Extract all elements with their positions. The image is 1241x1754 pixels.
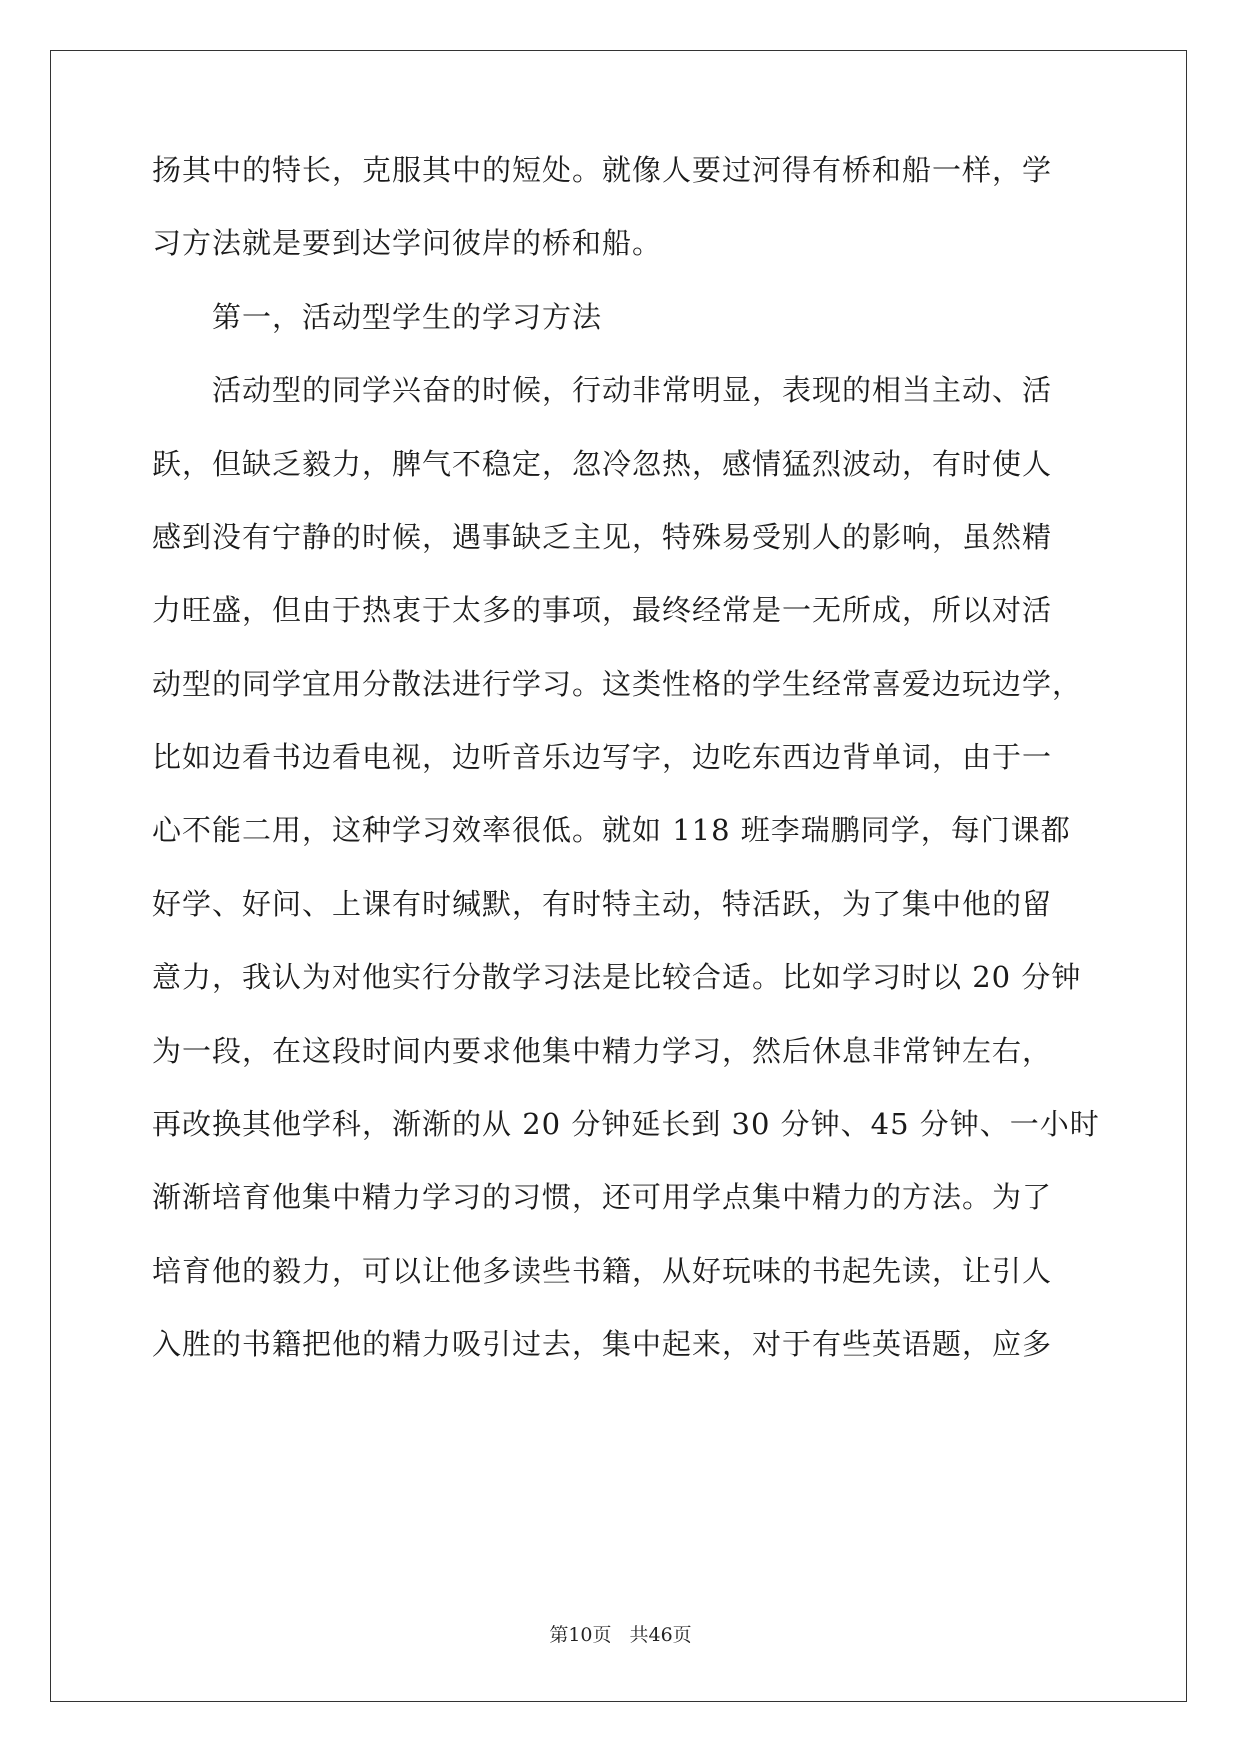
text-line: 活动型的同学兴奋的时候，行动非常明显，表现的相当主动、活 (212, 373, 1053, 407)
section-heading: 第一，活动型学生的学习方法 (212, 300, 603, 334)
page-number: 第10页 (549, 1624, 612, 1646)
text-line: 再改换其他学科，渐渐的从 20 分钟延长到 30 分钟、45 分钟、一小时 (152, 1107, 1100, 1141)
text-line: 为一段，在这段时间内要求他集中精力学习，然后休息非常钟左右， (152, 1034, 1053, 1068)
page-footer (0, 1620, 1241, 1647)
page-total: 共46页 (629, 1624, 692, 1646)
text-line: 习方法就是要到达学问彼岸的桥和船。 (152, 226, 663, 260)
text-line: 意力，我认为对他实行分散学习法是比较合适。比如学习时以 20 分钟 (152, 960, 1082, 994)
text-line: 好学、好问、上课有时缄默，有时特主动，特活跃，为了集中他的留 (152, 887, 1053, 921)
text-line: 跃，但缺乏毅力，脾气不稳定，忽冷忽热，感情猛烈波动，有时使人 (152, 447, 1053, 481)
text-line: 心不能二用，这种学习效率很低。就如 118 班李瑞鹏同学，每门课都 (152, 813, 1071, 847)
text-line: 扬其中的特长，克服其中的短处。就像人要过河得有桥和船一样，学 (152, 153, 1053, 187)
text-line: 比如边看书边看电视，边听音乐边写字，边吃东西边背单词，由于一 (152, 740, 1053, 774)
text-line: 培育他的毅力，可以让他多读些书籍，从好玩味的书起先读，让引人 (152, 1254, 1053, 1288)
text-line: 感到没有宁静的时候，遇事缺乏主见，特殊易受别人的影响，虽然精 (152, 520, 1053, 554)
text-line: 动型的同学宜用分散法进行学习。这类性格的学生经常喜爱边玩边学， (152, 667, 1083, 701)
text-line: 入胜的书籍把他的精力吸引过去，集中起来，对于有些英语题，应多 (152, 1327, 1053, 1361)
text-line: 渐渐培育他集中精力学习的习惯，还可用学点集中精力的方法。为了 (152, 1180, 1053, 1214)
text-line: 力旺盛，但由于热衷于太多的事项，最终经常是一无所成，所以对活 (152, 593, 1053, 627)
